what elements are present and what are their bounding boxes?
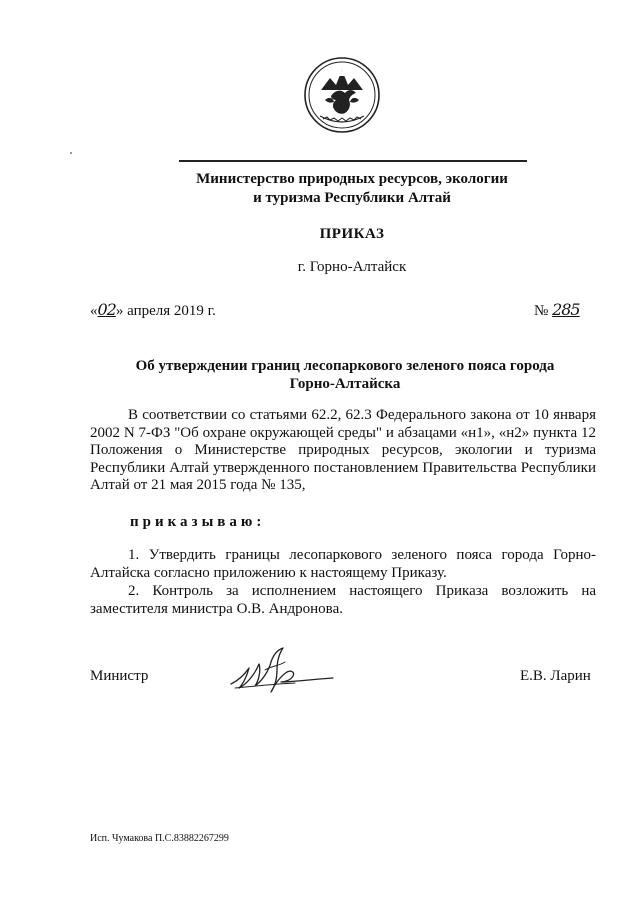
- coat-of-arms-emblem: [303, 56, 381, 134]
- subject-heading: [100, 357, 590, 393]
- signatory-position: Министр: [90, 668, 149, 684]
- handwritten-signature: [225, 640, 340, 696]
- executor-note: Исп. Чумакова П.С.83882267299: [90, 833, 229, 844]
- city: г. Горно-Алтайск: [297, 259, 407, 275]
- document-type: ПРИКАЗ: [319, 226, 385, 242]
- orders-word: приказываю:: [130, 514, 266, 530]
- scan-speck: [70, 152, 72, 154]
- header-rule: [179, 160, 527, 162]
- ministry-line-1: Министерство природных ресурсов, экологии: [196, 171, 508, 187]
- order-item-2: 2. Контроль за исполнением настоящего Приказа возложить на заместителя министра О.В. Андронова.: [90, 583, 596, 617]
- preamble-paragraph: В соответствии со статьями 62.2, 62.3 Федерального закона от 10 января 2002 N 7-ФЗ "Об охране окружающей среды" и абзацами «н1», «н2» пункта 12 Положения о Министерстве природных ресурсов, экологии и туризма Республики Алтай утвержденного постановлением Правительства Республики Алтай от 21 мая 2015 года № 135,: [90, 407, 596, 493]
- number-label: №: [534, 303, 553, 319]
- order-item-1: 1. Утвердить границы лесопаркового зеленого пояса города Горно-Алтайска согласно приложению к настоящему Приказу.: [90, 547, 596, 581]
- date-open-quote: «: [90, 303, 98, 319]
- ministry-line-2: и туризма Республики Алтай: [253, 190, 451, 206]
- date-rest: » апреля 2019 г.: [115, 303, 216, 319]
- document-number: [534, 300, 580, 320]
- date-day-handwritten: 02: [97, 300, 116, 319]
- signatory-name: Е.В. Ларин: [520, 668, 591, 684]
- number-handwritten: 285: [552, 300, 580, 319]
- document-date: [90, 300, 216, 320]
- subject-line-1: Об утверждении границ лесопаркового зеленого пояса города: [135, 358, 555, 374]
- ministry-name: [150, 170, 554, 208]
- subject-line-2: Горно-Алтайска: [289, 376, 401, 392]
